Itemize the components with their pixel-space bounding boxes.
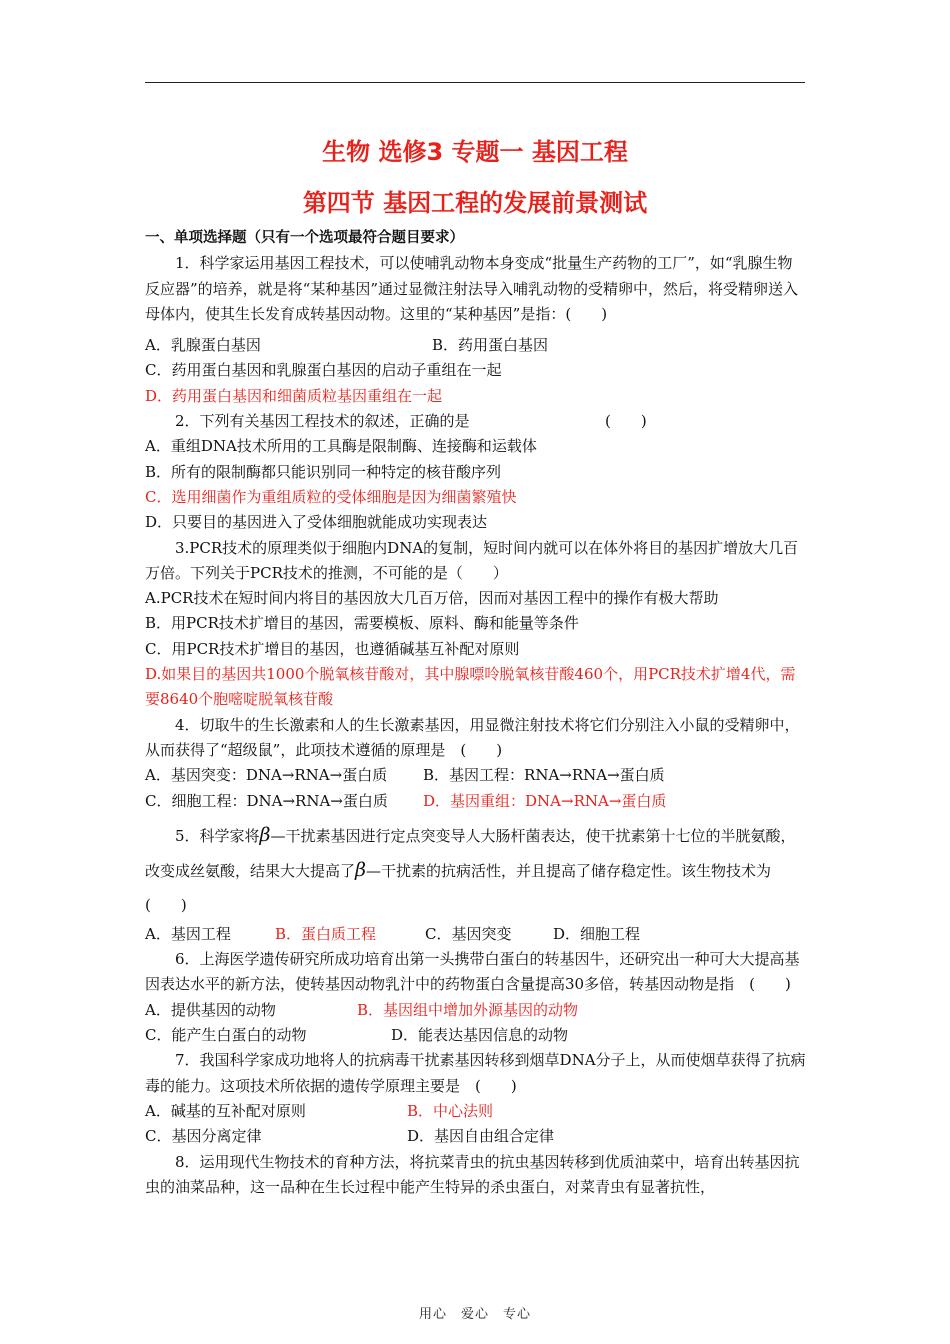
option-7d: D．基因自由组合定律 <box>407 1127 555 1146</box>
option-7c: C．基因分离定律 <box>145 1127 262 1146</box>
option-7a: A．碱基的互补配对原则 <box>145 1101 306 1120</box>
option-1d-answer: D．药用蛋白基因和细菌质粒基因重组在一起 <box>145 386 443 405</box>
option-4a: A．基因突变：DNA→RNA→蛋白质 <box>145 766 388 785</box>
question-8-stem: 8．运用现代生物技术的育种方法，将抗菜青虫的抗虫基因转移到优质油菜中，培育出转基因抗虫的油菜品种，这一品种在生长过程中能产生特异的杀虫蛋白，对菜青虫有显著抗性， <box>145 1152 800 1196</box>
option-5d: D．细胞工程 <box>553 924 641 943</box>
option-4c: C．细胞工程：DNA→RNA→蛋白质 <box>145 791 388 810</box>
option-6a: A．提供基因的动物 <box>145 1000 276 1019</box>
question-7-options-ab <box>145 1099 807 1124</box>
option-3d-answer: D.如果目的基因共1000个脱氧核苷酸对，其中腺嘌呤脱氧核苷酸460个，用PCR技术扩增4代，需要8640个胞嘧啶脱氧核苷酸 <box>145 665 796 709</box>
question-7-stem: 7．我国科学家成功地将人的抗病毒干扰素基因转移到烟草DNA分子上，从而使烟草获得了抗病毒的能力。这项技术所依据的遗传学原理主要是 ( ) <box>145 1051 806 1095</box>
option-2b: B．所有的限制酶都只能识别同一种特定的核苷酸序列 <box>145 462 502 481</box>
question-4-stem: 4．切取牛的生长激素和人的生长激素基因，用显微注射技术将它们分别注入小鼠的受精卵中，从而获得了“超级鼠”，此项技术遵循的原理是 ( ) <box>145 715 800 759</box>
option-3c: C．用PCR技术扩增目的基因，也遵循碱基互补配对原则 <box>145 639 520 658</box>
question-6-stem: 6．上海医学遗传研究所成功培育出第一头携带白蛋白的转基因牛，还研究出一种可大大提高基因表达水平的新方法，使转基因动物乳汁中的药物蛋白含量提高30多倍，转基因动物是指 ( ) <box>145 950 800 994</box>
option-5a: A．基因工程 <box>145 924 231 943</box>
question-body <box>145 226 807 1200</box>
beta-symbol: β <box>355 858 366 881</box>
option-7b-answer: B．中心法则 <box>407 1101 494 1120</box>
question-6-options-ab <box>145 998 807 1023</box>
question-5-stem-mid: —干扰素基因进行定点突变导人大肠杆菌表达，使干扰素第十七位的半胱氨酸，改变成丝氨酸，结果大大提高了 <box>145 826 796 880</box>
option-6d: D．能表达基因信息的动物 <box>391 1026 569 1045</box>
option-3b: B．用PCR技术扩增目的基因，需要模板、原料、酶和能量等条件 <box>145 614 579 633</box>
question-7-options-cd <box>145 1124 807 1149</box>
option-2d: D．只要目的基因进入了受体细胞就能成功实现表达 <box>145 513 488 532</box>
option-6b-answer: B．基因组中增加外源基因的动物 <box>357 1000 579 1019</box>
option-1c: C．药用蛋白基因和乳腺蛋白基因的启动子重组在一起 <box>145 361 502 380</box>
question-5-stem <box>145 818 807 922</box>
page-title: 生物 选修3 专题一 基因工程 <box>322 138 628 166</box>
question-2-stem-row <box>145 409 807 434</box>
question-5-stem-pre: 5．科学家将 <box>175 826 260 845</box>
option-6c: C．能产生白蛋白的动物 <box>145 1026 307 1045</box>
question-1-options-ab <box>145 333 807 358</box>
header-rule <box>145 82 805 83</box>
question-5-stem-post: —干扰素的抗病活性，并且提高了储存稳定性。该生物技术为( ) <box>145 861 772 914</box>
question-5-options <box>145 922 807 947</box>
question-1-stem: 1．科学家运用基因工程技术，可以使哺乳动物本身变成“批量生产药物的工厂”，如“乳腺生物反应器”的培养，就是将“某种基因”通过显微注射法导入哺乳动物的受精卵中，然后，将受精卵送入母体内，使其生长发育成转基因动物。这里的“某种基因”是指：( ) <box>145 254 799 323</box>
option-1b: B．药用蛋白基因 <box>432 336 549 355</box>
section-header: 一、单项选择题（只有一个选项最符合题目要求） <box>145 230 464 246</box>
option-2a: A．重组DNA技术所用的工具酶是限制酶、连接酶和运载体 <box>145 437 537 456</box>
option-5c: C．基因突变 <box>425 924 512 943</box>
beta-symbol: β <box>259 823 271 846</box>
question-3-stem: 3.PCR技术的原理类似于细胞内DNA的复制，短时间内就可以在体外将目的基因扩增放大几百万倍。下列关于PCR技术的推测，不可能的是（ ） <box>145 538 799 582</box>
question-4-options-cd <box>145 789 807 814</box>
option-2c-answer: C．选用细菌作为重组质粒的受体细胞是因为细菌繁殖快 <box>145 487 517 506</box>
option-5b-answer: B．蛋白质工程 <box>275 924 377 943</box>
option-1a: A．乳腺蛋白基因 <box>145 336 261 355</box>
option-4d-answer: D．基因重组：DNA→RNA→蛋白质 <box>423 791 667 810</box>
question-4-options-ab <box>145 763 807 788</box>
question-2-blank: ( ) <box>605 412 647 431</box>
page-footer: 用心 爱心 专心 <box>418 1307 531 1322</box>
question-6-options-cd <box>145 1023 807 1048</box>
question-2-stem: 2．下列有关基因工程技术的叙述，正确的是 <box>175 412 470 431</box>
option-3a: A.PCR技术在短时间内将目的基因放大几百万倍，因而对基因工程中的操作有极大帮助 <box>145 589 719 608</box>
page-subtitle: 第四节 基因工程的发展前景测试 <box>302 189 648 217</box>
option-4b: B．基因工程：RNA→RNA→蛋白质 <box>423 766 665 785</box>
